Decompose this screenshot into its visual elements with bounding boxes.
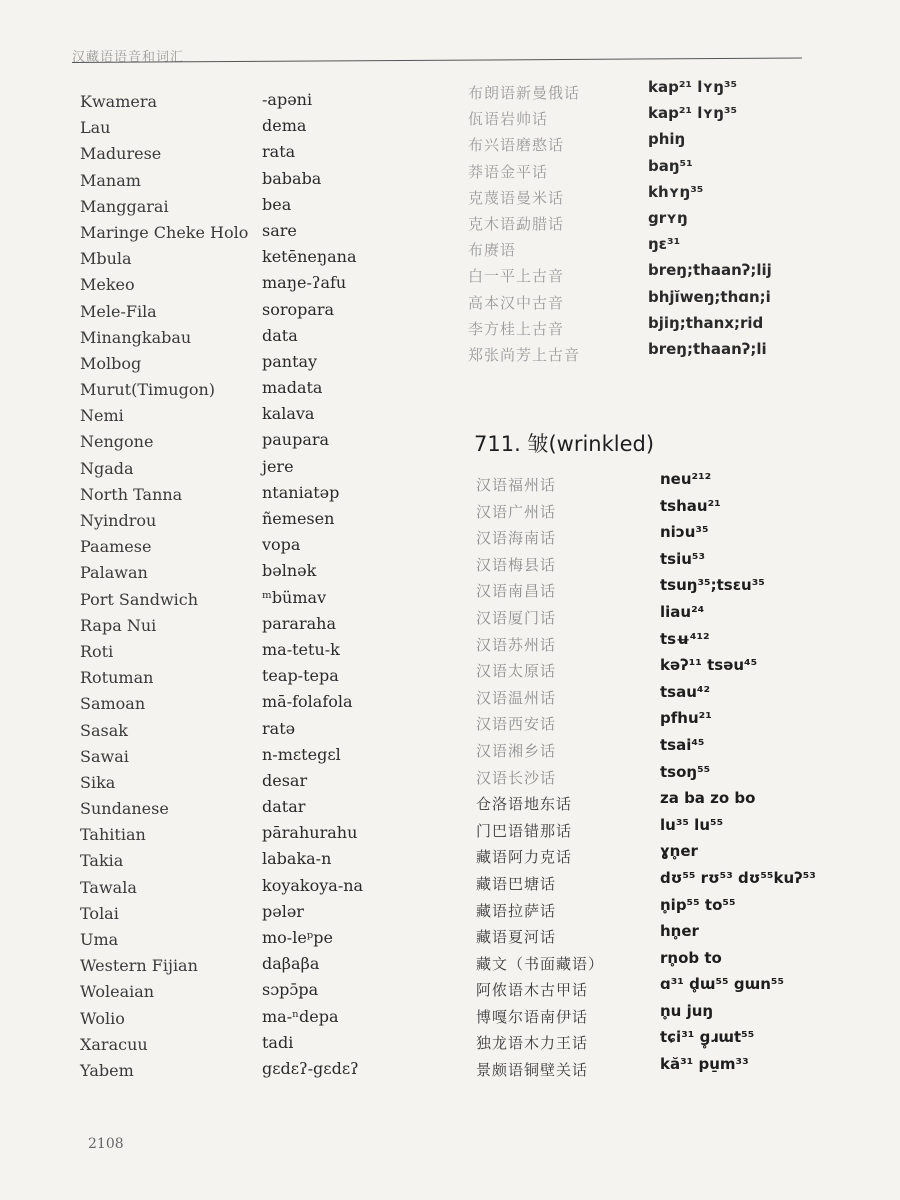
word-form: liau²⁴ [660,602,705,621]
right-column-top [468,78,868,366]
list-item [476,922,876,949]
word-form: tshau²¹ [660,496,721,515]
list-item [468,104,868,130]
list-item [80,249,450,275]
list-item [476,816,876,843]
word-form: ketēneŋana [262,247,357,267]
page-header [72,40,802,70]
word-form: tsuŋ³⁵;tsɛu³⁵ [660,576,765,595]
list-item [476,709,876,736]
word-form: mā-folafola [262,692,353,712]
word-form: ᵐbümav [262,587,327,607]
dialect-name: 汉语苏州话 [476,635,557,654]
word-form: gɛdɛʔ-gɛdɛʔ [262,1058,359,1078]
list-item [80,537,450,563]
word-form: phiŋ [648,130,686,149]
list-item [476,975,876,1002]
language-name: Sika [80,772,116,792]
language-name: Roti [80,641,114,661]
word-form: bəlnək [262,561,317,581]
language-name: Tawala [80,877,137,897]
dialect-name: 佤语岩帅话 [468,110,549,129]
dialect-name: 克木语勐腊话 [468,214,565,233]
list-item [476,842,876,869]
word-form: vopa [262,535,301,555]
word-form: pārahurahu [262,823,358,843]
language-name: Lau [80,118,111,138]
word-form: kă³¹ pu̱m³³ [660,1055,749,1074]
word-form: soropara [262,299,335,319]
word-form: ratə [262,718,296,738]
word-form: desar [262,770,308,790]
word-form: -apəni [262,90,313,109]
word-form: ntaniatəp [262,482,340,502]
dialect-name: 布朗语新曼俄话 [468,84,581,102]
list-item [80,694,450,720]
word-form: ɣn̥er [660,842,698,861]
dialect-name: 仓洛语地东话 [476,795,573,814]
language-name: Nemi [80,406,124,426]
language-name: Ngada [80,458,134,478]
list-item [80,118,450,144]
list-item [80,275,450,301]
list-item [476,683,876,710]
dialect-name: 李方桂上古音 [468,319,565,338]
list-item [468,340,868,366]
list-item [80,825,450,851]
language-name: Sasak [80,720,128,740]
running-header: 汉藏语语音和词汇 [72,50,185,65]
language-name: Tolai [80,903,119,923]
word-form: pələr [262,901,304,921]
list-item [468,314,868,340]
list-item [476,763,876,790]
word-form: niɔu³⁵ [660,523,709,542]
word-form: n-mɛtegɛl [262,744,341,764]
word-form: sɔpɔ̄pa [262,980,319,1000]
word-form: tadi [262,1032,294,1052]
list-item [468,261,868,287]
language-name: Mele-Fila [80,301,157,321]
language-name: Minangkabau [80,327,192,347]
word-form: dema [262,116,307,136]
language-name: North Tanna [80,484,183,504]
word-form: baŋ⁵¹ [648,156,693,175]
list-item [80,380,450,406]
list-item [476,603,876,630]
word-form: datar [262,797,306,817]
word-form: kap²¹ lʏŋ³⁵ [648,104,738,123]
word-form: breŋ;thaanʔ;li [648,339,767,358]
list-item [80,144,450,170]
list-item [476,550,876,577]
language-name: Rapa Nui [80,615,157,635]
language-name: Western Fijian [80,956,198,976]
list-item [80,770,450,799]
section-heading [474,428,654,458]
word-form: labaka-n [262,849,332,869]
word-form: lu³⁵ lu⁵⁵ [660,815,724,834]
list-item [468,157,868,183]
word-form: paupara [262,430,330,450]
section-title: 皱(wrinkled) [527,432,655,456]
list-item [476,1028,876,1055]
list-item [476,576,876,603]
dialect-name: 藏文（书面藏语） [476,954,605,973]
list-item [80,92,450,118]
word-form: bea [262,194,292,214]
list-item [468,183,868,209]
dialect-name: 汉语厦门话 [476,608,557,627]
language-name: Murut(Timugon) [80,380,215,400]
list-item [476,1055,876,1082]
page-number: 2108 [88,1136,124,1152]
word-form: pfhu²¹ [660,709,712,728]
list-item [80,956,450,982]
list-item [80,1032,450,1061]
list-item [80,511,450,537]
language-name: Kwamera [80,92,158,111]
list-item [80,168,450,197]
word-form: ŋɛ³¹ [648,235,681,254]
language-name: Sawai [80,746,129,766]
word-form: bhjĭweŋ;thɑn;i [648,287,771,306]
dialect-name: 阿侬语木古甲话 [476,981,589,1000]
dialect-name: 克蔑语曼米话 [468,188,565,207]
dialect-name: 汉语梅县话 [476,555,557,574]
word-form: madata [262,378,323,398]
list-item [80,1058,450,1087]
list-item [80,351,450,380]
dialect-name: 藏语拉萨话 [476,901,557,920]
word-form: breŋ;thaanʔ;lij [648,261,772,280]
word-form: jere [262,456,294,476]
language-name: Manam [80,170,141,190]
list-item [476,736,876,763]
dialect-name: 汉语太原话 [476,662,557,681]
list-item [80,799,450,825]
word-form: tsʉ⁴¹² [660,629,710,648]
dialect-name: 藏语夏河话 [476,928,557,947]
language-name: Nyindrou [80,511,157,530]
language-name: Takia [80,851,124,871]
dialect-name: 白一平上古音 [468,267,565,286]
word-form: bjiŋ;thanx;rid [648,313,764,332]
word-form: pararaha [262,613,336,633]
word-form: tsoŋ⁵⁵ [660,762,711,781]
language-name: Port Sandwich [80,589,199,609]
language-name: Mbula [80,249,132,269]
list-item [468,288,868,314]
list-item [80,851,450,877]
list-item [80,668,450,694]
list-item [80,639,450,668]
language-name: Mekeo [80,275,135,295]
dialect-name: 藏语阿力克话 [476,848,573,867]
dialect-name: 郑张尚芳上古音 [468,345,581,364]
word-form: khʏŋ³⁵ [648,182,704,201]
word-form: hn̥er [660,922,699,941]
word-form: mo-leᵖpe [262,928,333,947]
dialect-name: 汉语福州话 [476,476,557,494]
section-number: 711. [474,432,521,456]
list-item [80,1006,450,1035]
word-form: kalava [262,404,315,424]
list-item [476,949,876,976]
list-item [80,930,450,956]
list-item [468,130,868,156]
language-name: Woleaian [80,982,155,1002]
list-item [468,78,868,104]
word-form: n̥u juŋ [660,1001,714,1020]
list-item [80,456,450,485]
list-item [80,299,450,328]
word-form: koyakoya-na [262,875,364,895]
language-name: Madurese [80,144,162,164]
word-form: pantay [262,351,318,371]
list-item [80,563,450,589]
language-name: Nengone [80,432,154,452]
dialect-name: 汉语广州话 [476,502,557,521]
language-name: Uma [80,930,119,949]
list-item [476,869,876,896]
dialect-name: 藏语巴塘话 [476,874,557,893]
word-form: kəʔ¹¹ tsəu⁴⁵ [660,656,758,675]
word-form: maŋe-ʔafu [262,273,347,293]
list-item [476,497,876,524]
word-form: tsai⁴⁵ [660,735,705,754]
language-name: Wolio [80,1008,125,1028]
list-item [476,1002,876,1029]
word-form: neu²¹² [660,470,712,488]
word-form: kap²¹ lʏŋ³⁵ [648,78,738,96]
list-item [476,630,876,657]
dialect-name: 布兴语磨憨话 [468,136,565,155]
word-form: rn̥ob to [660,948,722,967]
word-form: ma-ⁿdepa [262,1006,339,1026]
list-item [80,718,450,747]
word-form: tɕi³¹ g̥ɹɯt⁵⁵ [660,1028,755,1047]
list-item [476,896,876,923]
dialect-name: 布赓语 [468,241,517,260]
word-form: dʊ⁵⁵ rʊ⁵³ dʊ⁵⁵kuʔ⁵³ [660,868,816,887]
word-form: rata [262,142,296,162]
language-name: Yabem [80,1060,134,1080]
list-item [476,470,876,497]
left-column [80,92,450,1087]
list-item [80,194,450,223]
language-name: Samoan [80,694,146,714]
dialect-name: 汉语西安话 [476,715,557,734]
list-item [80,406,450,432]
word-form: n̥ip⁵⁵ to⁵⁵ [660,895,736,914]
dialect-name: 汉语南昌话 [476,582,557,601]
word-form: ñemesen [262,509,335,528]
list-item [476,656,876,683]
language-name: Rotuman [80,668,154,688]
dialect-name: 独龙语木力王话 [476,1034,589,1053]
language-name: Molbog [80,353,142,373]
list-item [80,325,450,354]
word-form: ma-tetu-k [262,639,340,659]
list-item [80,901,450,930]
list-item [80,613,450,642]
dialect-name: 汉语温州话 [476,688,557,707]
list-item [468,235,868,261]
dialect-name: 高本汉中古音 [468,293,565,312]
language-name: Xaracuu [80,1034,148,1054]
list-item [80,482,450,511]
list-item [476,789,876,816]
dialect-name: 莽语金平话 [468,162,549,181]
list-item [80,875,450,904]
language-name: Sundanese [80,799,169,819]
list-item [80,744,450,773]
list-item [80,220,450,249]
word-form: tsiu⁵³ [660,549,706,568]
dialect-name: 景颇语铜壁关话 [476,1061,589,1080]
word-form: sare [262,220,297,240]
right-column-bottom [476,470,876,1082]
dialect-name: 汉语海南话 [476,529,557,548]
dialect-name: 汉语长沙话 [476,768,557,787]
language-name: Manggarai [80,196,169,216]
language-name: Palawan [80,563,148,583]
word-form: grʏŋ [648,208,688,227]
dialect-name: 博嘎尔语南伊话 [476,1007,589,1026]
word-form: ɑ³¹ d̥ɯ⁵⁵ gɯn⁵⁵ [660,975,785,994]
language-name: Tahitian [80,825,146,845]
list-item [80,432,450,458]
list-item [476,523,876,550]
word-form: data [262,325,298,345]
dialect-name: 汉语湘乡话 [476,741,557,760]
list-item [80,587,450,616]
word-form: za ba zo bo [660,789,756,808]
word-form: tsau⁴² [660,682,711,701]
language-name: Paamese [80,537,152,557]
word-form: teap-tepa [262,666,339,686]
word-form: daβaβa [262,954,320,974]
list-item [468,209,868,235]
list-item [80,982,450,1008]
word-form: bababa [262,168,322,188]
language-name: Maringe Cheke Holo [80,222,249,242]
dialect-name: 门巴语错那话 [476,821,573,840]
